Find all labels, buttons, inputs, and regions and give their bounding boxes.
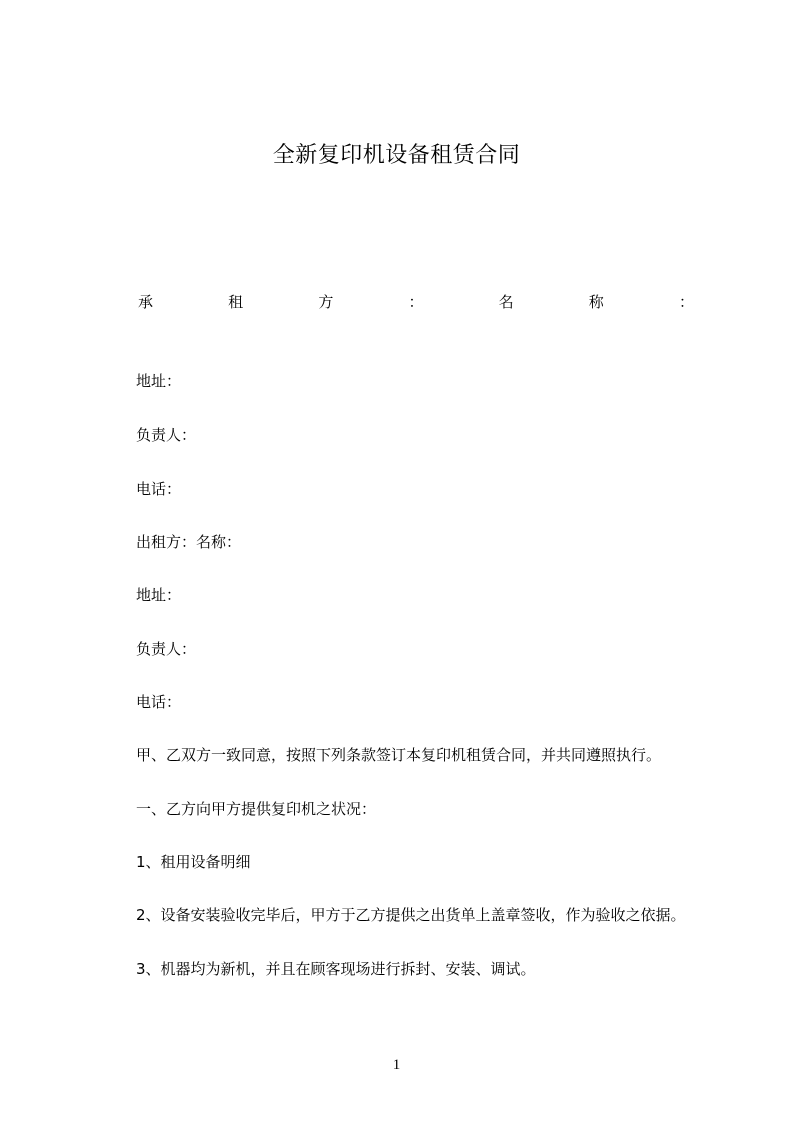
lessee-heading-char: 租 [228, 293, 244, 311]
lessee-heading-char: 承 [138, 293, 154, 311]
lessee-address-line: 地址： [136, 372, 182, 390]
lessee-name-heading [138, 290, 694, 314]
clause-2: 2、设备安装验收完毕后，甲方于乙方提供之出货单上盖章签收，作为验收之依据。 [136, 906, 686, 924]
section-one-heading: 一、乙方向甲方提供复印机之状况： [136, 800, 377, 818]
lessee-heading-char: 名 [498, 293, 514, 311]
lessee-phone-line: 电话： [136, 480, 182, 498]
lessee-heading-char: ： [408, 293, 424, 311]
page-number: 1 [392, 1057, 401, 1073]
lessee-heading-char: ： [678, 293, 694, 311]
lessee-contact-person-line: 负责人： [136, 426, 197, 444]
document-title: 全新复印机设备租赁合同 [272, 143, 521, 168]
clause-3: 3、机器均为新机，并且在顾客现场进行拆封、安装、调试。 [136, 960, 536, 978]
lessee-heading-char: 称 [588, 293, 604, 311]
clause-1: 1、租用设备明细 [136, 853, 251, 871]
lessor-name-line: 出租方：名称： [136, 533, 242, 551]
lessor-phone-line: 电话： [136, 693, 182, 711]
lessor-address-line: 地址： [136, 586, 182, 604]
agreement-paragraph: 甲、乙双方一致同意，按照下列条款签订本复印机租赁合同，并共同遵照执行。 [136, 746, 662, 764]
lessee-heading-char: 方 [318, 293, 334, 311]
lessor-contact-person-line: 负责人： [136, 640, 197, 658]
